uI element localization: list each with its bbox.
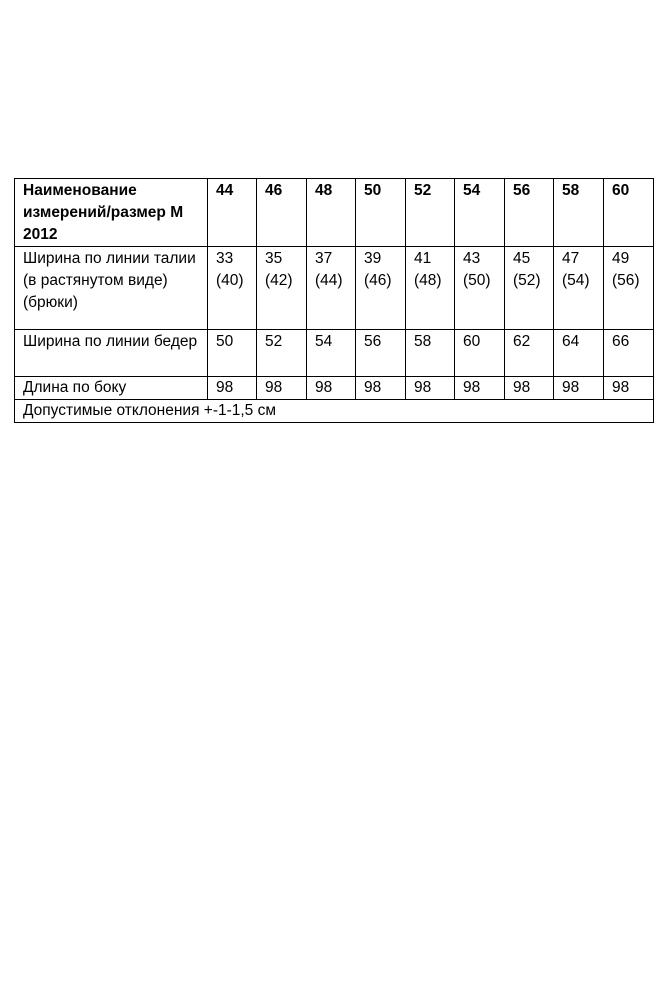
table-cell — [208, 247, 257, 330]
cell-value: 43 — [463, 250, 481, 267]
size-header: 46 — [257, 179, 307, 247]
table-cell — [356, 247, 406, 330]
size-header: 60 — [604, 179, 654, 247]
table-row — [15, 247, 654, 330]
size-header: 58 — [554, 179, 604, 247]
table-cell: 98 — [406, 377, 455, 400]
size-header: 48 — [307, 179, 356, 247]
cell-stretched-value: (46) — [364, 272, 392, 289]
cell-stretched-value: (42) — [265, 272, 293, 289]
cell-stretched-value: (50) — [463, 272, 491, 289]
size-header: 50 — [356, 179, 406, 247]
cell-value: 47 — [562, 250, 580, 267]
table-cell: 98 — [455, 377, 505, 400]
cell-value: 49 — [612, 250, 630, 267]
table-cell: 54 — [307, 330, 356, 377]
table-cell — [604, 247, 654, 330]
table-cell: 62 — [505, 330, 554, 377]
cell-value: 41 — [414, 250, 432, 267]
row-label: Длина по боку — [15, 377, 208, 400]
cell-stretched-value: (56) — [612, 272, 640, 289]
table-cell: 64 — [554, 330, 604, 377]
size-header: 44 — [208, 179, 257, 247]
table-note-row — [15, 400, 654, 423]
size-header: 56 — [505, 179, 554, 247]
table-cell: 98 — [505, 377, 554, 400]
table-cell — [554, 247, 604, 330]
size-header: 54 — [455, 179, 505, 247]
cell-stretched-value: (40) — [216, 272, 244, 289]
table-cell — [257, 247, 307, 330]
cell-stretched-value: (44) — [315, 272, 343, 289]
row-label: Ширина по линии бедер — [15, 330, 208, 377]
table-cell: 66 — [604, 330, 654, 377]
table-cell: 50 — [208, 330, 257, 377]
table-cell: 56 — [356, 330, 406, 377]
table-cell: 98 — [604, 377, 654, 400]
table-cell — [307, 247, 356, 330]
cell-stretched-value: (48) — [414, 272, 442, 289]
cell-value: 33 — [216, 250, 234, 267]
cell-value: 39 — [364, 250, 382, 267]
cell-value: 37 — [315, 250, 333, 267]
cell-stretched-value: (52) — [513, 272, 541, 289]
table-cell: 98 — [208, 377, 257, 400]
cell-value: 35 — [265, 250, 283, 267]
header-label: Наименование измерений/размер М 2012 — [15, 179, 208, 247]
table-cell: 98 — [554, 377, 604, 400]
size-table — [14, 178, 654, 423]
table-cell: 98 — [257, 377, 307, 400]
table-cell: 98 — [307, 377, 356, 400]
table-cell — [455, 247, 505, 330]
table-cell — [406, 247, 455, 330]
table-cell: 60 — [455, 330, 505, 377]
tolerance-note: Допустимые отклонения +-1-1,5 см — [15, 400, 654, 423]
table-cell: 52 — [257, 330, 307, 377]
table-row — [15, 330, 654, 377]
size-header: 52 — [406, 179, 455, 247]
row-label: Ширина по линии талии (в растянутом виде) (брюки) — [15, 247, 208, 330]
table-header-row — [15, 179, 654, 247]
table-row — [15, 377, 654, 400]
table-cell — [505, 247, 554, 330]
table-cell: 58 — [406, 330, 455, 377]
cell-value: 45 — [513, 250, 531, 267]
table-cell: 98 — [356, 377, 406, 400]
cell-stretched-value: (54) — [562, 272, 590, 289]
